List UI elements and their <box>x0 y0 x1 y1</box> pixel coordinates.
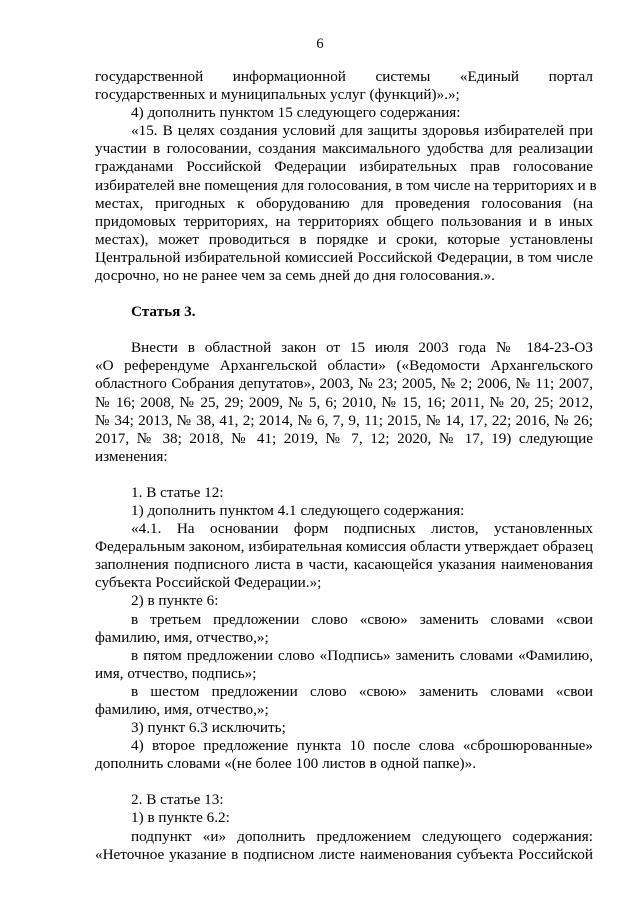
text-line: досрочно, но не ранее чем за семь дней до дня голосования.». <box>95 267 495 285</box>
text-line: 1. В статье 12: <box>131 483 224 501</box>
text-line: фамилию, имя, отчество,»; <box>95 628 269 646</box>
paragraph-fifth-sentence <box>95 647 593 683</box>
text-line: дополнить словами «(не более 100 листов в одной папке)». <box>95 755 476 773</box>
text-line: местах, пригодных к оборудованию для проведения голосования (на <box>95 194 593 212</box>
text-line: в третьем предложении слово «свою» заменить словами «свои <box>131 610 593 628</box>
text-line: Внести в областной закон от 15 июля 2003 года № 184-23-ОЗ <box>131 339 593 357</box>
section-1-sub-1 <box>95 502 593 520</box>
text-line: фамилию, имя, отчество,»; <box>95 701 269 718</box>
text-line: имя, отчество, подпись»; <box>95 664 257 682</box>
text-line: «4.1. На основании форм подписных листов, установленных <box>131 520 593 538</box>
text-line: в шестом предложении слово «свою» заменить словами «свои <box>131 682 593 700</box>
paragraph-portal-continuation <box>95 68 593 104</box>
text-line: подпункт «и» дополнить предложением следующего содержания: <box>131 827 593 845</box>
text-line: № 16; 2008, № 25, 29; 2009, № 5, 6; 2010, № 15, 16; 2011, № 20, 25; 2012, <box>95 393 593 411</box>
paragraph-item-4 <box>95 104 593 122</box>
text-line: Федеральным законом, избирательная комиссия области утверждает образец <box>95 538 593 556</box>
text-line: 2. В статье 13: <box>131 791 224 809</box>
paragraph-article-3-intro <box>95 339 593 466</box>
text-line: 3) пункт 6.3 исключить; <box>131 719 286 737</box>
paragraph-clause-4-1 <box>95 520 593 592</box>
paragraph-clause-15 <box>95 122 597 285</box>
section-2-sub-1 <box>95 809 593 827</box>
text-line: субъекта Российской Федерации.»; <box>95 574 322 592</box>
text-line: 1) в пункте 6.2: <box>131 809 230 827</box>
text-line: 4) второе предложение пункта 10 после слова «сброшюрованные» <box>131 737 593 755</box>
text-line: изменения: <box>95 447 168 465</box>
paragraph-third-sentence <box>95 611 593 647</box>
article-3-heading: Статья 3. <box>131 303 196 321</box>
text-line: «15. В целях создания условий для защиты здоровья избирателей при <box>131 122 593 140</box>
text-line: гражданами Российской Федерации избирательных прав голосование <box>95 158 593 176</box>
text-line: государственной информационной системы «Единый портал <box>95 68 593 85</box>
text-line: заполнения подписного листа в части, касающейся указания наименования <box>95 556 593 574</box>
text-line: местах), может проводиться в порядке и сроки, которые установлены <box>95 230 593 248</box>
text-line: 1) дополнить пунктом 4.1 следующего содержания: <box>131 501 465 519</box>
text-line: избирателей вне помещения для голосования, в том числе на территориях и в <box>95 176 597 194</box>
document-body <box>95 68 597 864</box>
text-line: 2017, № 38; 2018, № 41; 2019, № 7, 12; 2020, № 17, 19) следующие <box>95 429 593 447</box>
text-line: государственных и муниципальных услуг (функций)».»; <box>95 86 460 104</box>
text-line: «Неточное указание в подписном листе наименования субъекта Российской <box>95 845 593 863</box>
section-2-title <box>95 791 593 809</box>
text-line: 2) в пункте 6: <box>131 592 219 610</box>
section-1-sub-2 <box>95 592 593 610</box>
paragraph-subitem-i <box>95 828 593 864</box>
text-line: Центральной избирательной комиссией Российской Федерации, в том числе <box>95 248 593 266</box>
text-line: 4) дополнить пунктом 15 следующего содержания: <box>131 104 461 122</box>
text-line: участии в голосовании, создания максимального удобства для реализации <box>95 140 593 158</box>
section-1-title <box>95 484 593 502</box>
text-line: № 34; 2013, № 38, 41, 2; 2014, № 6, 7, 9, 11; 2015, № 14, 17, 22; 2016, № 26; <box>95 411 593 429</box>
text-line: «О референдуме Архангельской области» («Ведомости Архангельского <box>95 357 593 375</box>
text-line: областного Собрания депутатов», 2003, № 23; 2005, № 2; 2006, № 11; 2007, <box>95 375 593 393</box>
text-line: в пятом предложении слово «Подпись» заменить словами «Фамилию, <box>131 646 593 664</box>
paragraph-sub-4 <box>95 737 593 773</box>
page-number: 6 <box>316 36 324 52</box>
section-1-sub-3 <box>95 719 593 737</box>
text-line: придомовых территориях, на территориях общего пользования и в иных <box>95 212 593 230</box>
paragraph-sixth-sentence <box>95 683 593 719</box>
